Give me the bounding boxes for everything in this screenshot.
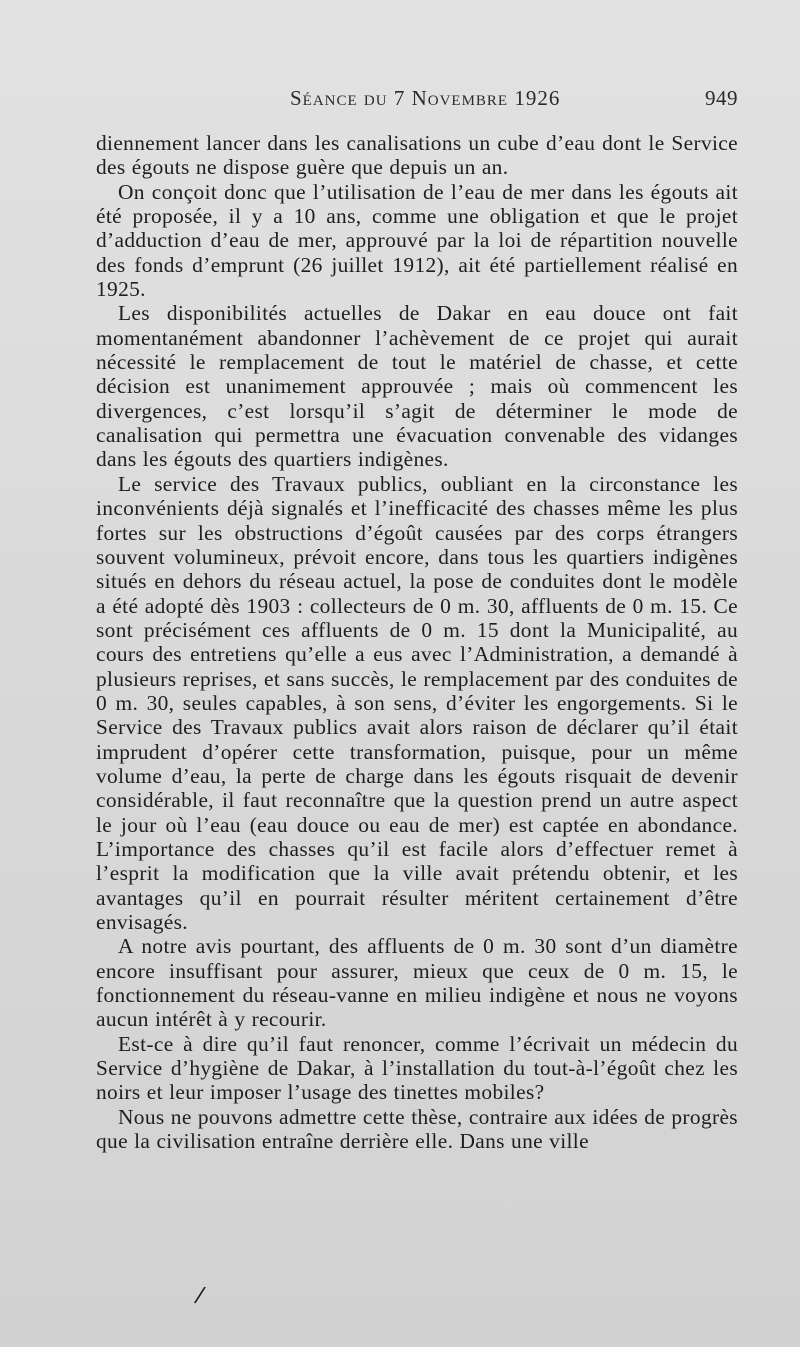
page-number: 949	[705, 86, 738, 110]
paragraph: Nous ne pouvons admettre cette thèse, contraire aux idées de progrès que la civilisation entraîne derrière elle. Dans une ville	[96, 1104, 738, 1154]
paragraph: A notre avis pourtant, des affluents de 0 m. 30 sont d’un diamètre encore insuffisant pour assurer, mieux que ceux de 0 m. 15, le fonctionnement du réseau-vanne en milieu indigène et nous ne voyons aucun intérêt à y recourir.	[96, 934, 738, 1032]
running-title: Séance du 7 Novembre 1926	[290, 86, 561, 110]
running-head	[96, 86, 738, 116]
body-text	[96, 131, 738, 1153]
paragraph-continued: diennement lancer dans les canalisations un cube d’eau dont le Service des égouts ne dispose guère que depuis un an.	[96, 131, 738, 180]
pencil-mark-icon: /	[192, 1282, 207, 1309]
paragraph: On conçoit donc que l’utilisation de l’eau de mer dans les égouts ait été proposée, il y a 10 ans, comme une obligation et que le projet d’adduction d’eau de mer, approuvé par la loi de répartition nouvelle des fonds d’emprunt (26 juillet 1912), ait été partiellement réalisé en 1925.	[96, 179, 738, 302]
paragraph: Les disponibilités actuelles de Dakar en eau douce ont fait momentanément abandonner l’achèvement de ce projet qui aurait nécessité le remplacement de tout le matériel de chasse, et cette décision est unanimement approuvée ; mais où commencent les divergences, c’est lorsqu’il s’agit de déterminer le mode de canalisation qui permettra une évacuation convenable des vidanges dans les égouts des quartiers indigènes.	[96, 301, 738, 472]
paragraph: Est-ce à dire qu’il faut renoncer, comme l’écrivait un médecin du Service d’hygiène de Dakar, à l’installation du tout-à-l’égoût chez les noirs et leur imposer l’usage des tinettes mobiles?	[96, 1031, 738, 1105]
paragraph: Le service des Travaux publics, oubliant en la circonstance les inconvénients déjà signalés et l’inefficacité des chasses même les plus fortes sur les obstructions d’égoût causées par des corps étrangers souvent volumineux, prévoit encore, dans tous les quartiers indigènes situés en dehors du réseau actuel, la pose de conduites dont le modèle a été adopté dès 1903 : collecteurs de 0 m. 30, affluents de 0 m. 15. Ce sont précisément ces affluents de 0 m. 15 dont la Municipalité, au cours des entretiens qu’elle a eus avec l’Administration, a demandé à plusieurs reprises, et sans succès, le remplacement par des conduites de 0 m. 30, seules capables, à son sens, d’éviter les engorgements. Si le Service des Travaux publics avait alors raison de déclarer qu’il était imprudent d’opérer cette transformation, puisque, pour un même volume d’eau, la perte de charge dans les égouts risquait de devenir considérable, il faut reconnaître que la question prend un autre aspect le jour où l’eau (eau douce ou eau de mer) est captée en abondance. L’importance des chasses qu’il est facile alors d’effectuer remet à l’esprit la modification que la ville avait prétendu obtenir, et les avantages qu’il en pourrait résulter méritent certainement d’être envisagés.	[96, 471, 738, 934]
